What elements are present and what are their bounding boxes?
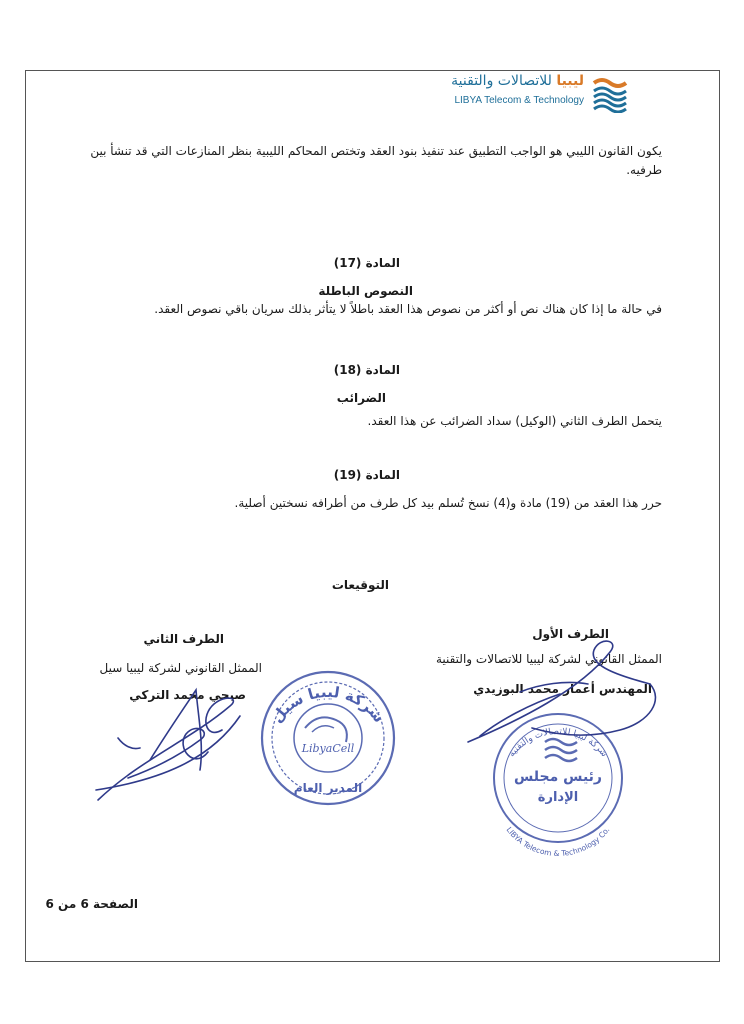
second-party-title: الطرف الثاني <box>143 632 224 646</box>
article-18-body: يتحمل الطرف الثاني (الوكيل) سداد الضرائب عن هذا العقد. <box>367 414 662 428</box>
libyacell-stamp-top-text: شركة ليبيا سيل <box>267 682 389 727</box>
first-party-role: الممثل القانوني لشركة ليبيا للاتصالات والتقنية <box>435 652 662 666</box>
logo-english-name: LIBYA Telecom & Technology <box>454 95 584 106</box>
article-17-number: المادة (17) <box>333 256 400 270</box>
page-number: الصفحة 6 من 6 <box>45 897 138 911</box>
logo-arabic-name: ليبيا للاتصالات والتقنية <box>451 73 584 89</box>
article-19-number: المادة (19) <box>333 468 400 482</box>
logo-mark-icon <box>590 73 630 113</box>
document-page <box>25 70 720 962</box>
article-18-title: الضرائب <box>336 391 386 405</box>
intro-line-1: يكون القانون الليبي هو الواجب التطبيق عند تنفيذ بنود العقد وتختص المحاكم الليبية بنظر المنازعات التي قد تنشأ بين <box>90 144 662 158</box>
signatures-heading: التوقيعات <box>331 578 389 592</box>
ltt-stamp-middle-text: رئيس مجلس <box>514 769 602 785</box>
first-party-title: الطرف الأول <box>532 627 609 641</box>
ltt-stamp-bottom-text: LIBYA Telecom & Technology Co. <box>504 825 612 859</box>
article-17-title: النصوص الباطلة <box>318 284 413 298</box>
article-17-body: في حالة ما إذا كان هناك نص أو أكثر من نصوص هذا العقد باطلاً لا يتأثر بذلك سريان باقي نصوص العقد. <box>154 302 662 316</box>
second-party-name: صبحي محمد التركي <box>129 688 246 702</box>
second-party-role: الممثل القانوني لشركة ليبيا سيل <box>99 661 262 675</box>
article-19-body: حرر هذا العقد من (19) مادة و(4) نسخ تُسلم بيد كل طرف من أطرافه نسختين أصلية. <box>234 496 662 510</box>
first-party-name: المهندس أعمار محمد البوزيدي <box>473 682 652 696</box>
ltt-stamp-top-text: شركة ليبيا للاتصالات والتقنية <box>506 726 609 760</box>
article-18-number: المادة (18) <box>333 363 400 377</box>
libyacell-stamp-brand: LibyaCell <box>301 742 355 755</box>
intro-line-2: طرفيه. <box>626 163 662 177</box>
company-logo <box>398 71 630 117</box>
libyacell-stamp-bottom-text: المدير العام <box>293 781 363 795</box>
ltt-stamp-middle-text-2: الإدارة <box>537 790 579 805</box>
